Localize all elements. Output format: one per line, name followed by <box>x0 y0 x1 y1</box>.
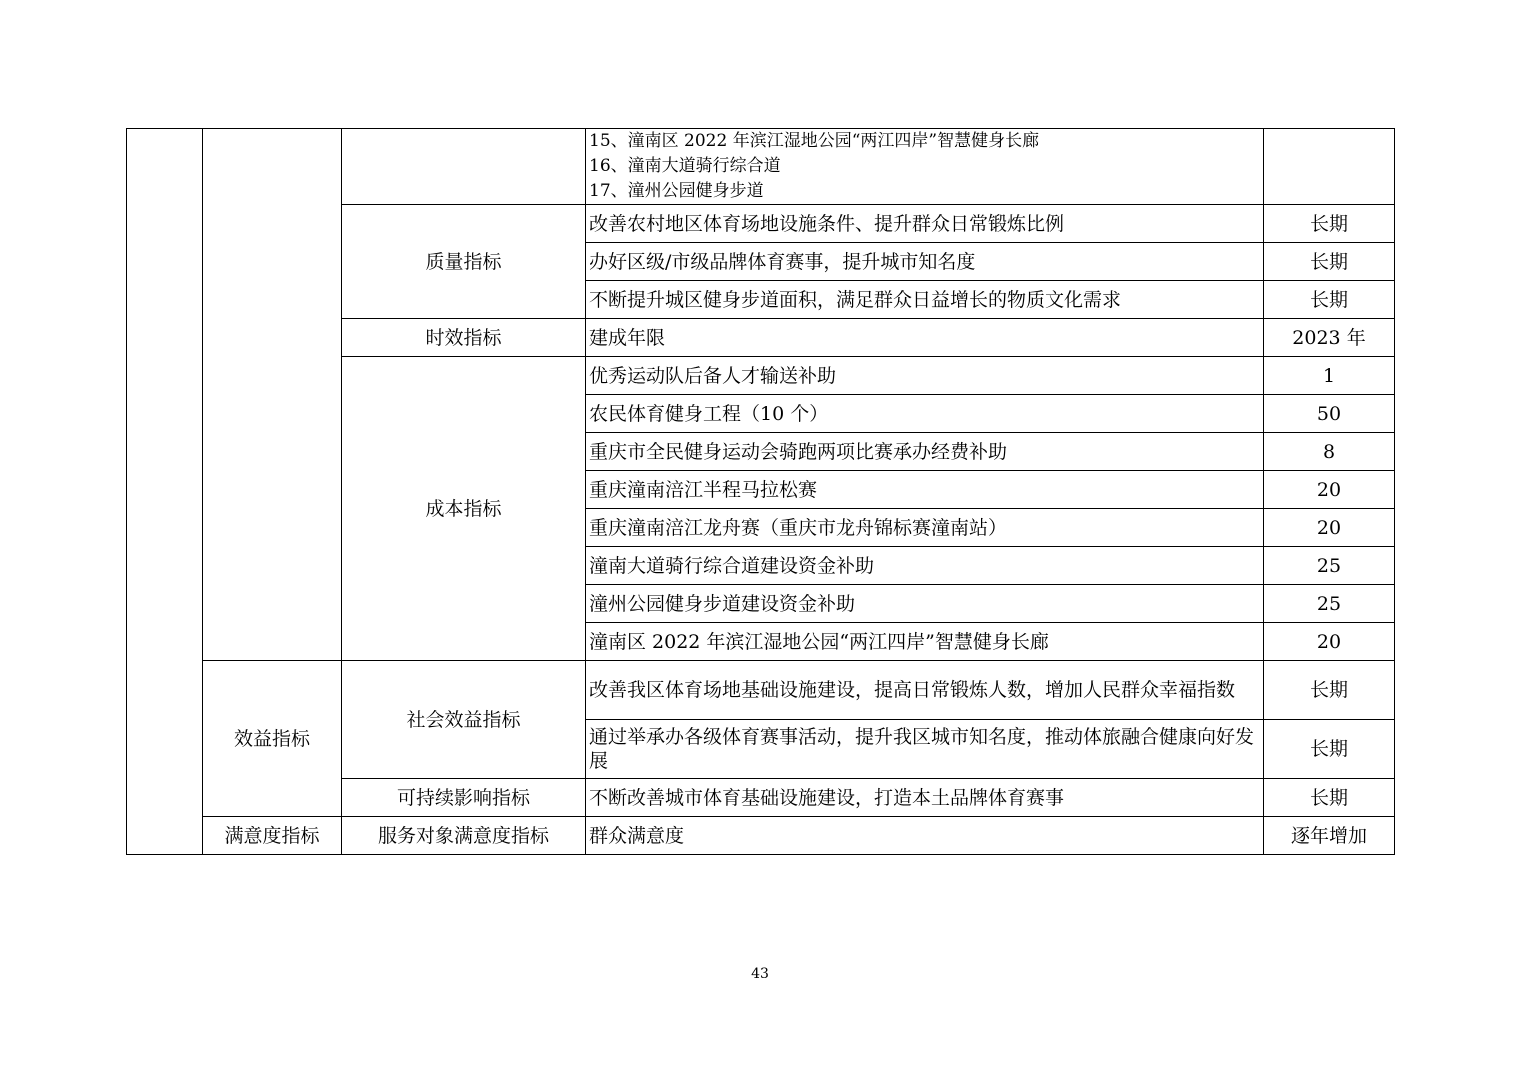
indicator-content-cell: 改善农村地区体育场地设施条件、提升群众日常锻炼比例 <box>586 205 1264 243</box>
list-item: 16、潼南大道骑行综合道 <box>589 156 781 176</box>
indicator-value-cell: 50 <box>1264 395 1395 433</box>
indicator-content-cell: 重庆市全民健身运动会骑跑两项比赛承办经费补助 <box>586 433 1264 471</box>
indicator-value-cell: 20 <box>1264 471 1395 509</box>
indicator-value-cell: 长期 <box>1264 661 1395 720</box>
indicator-value-cell: 长期 <box>1264 779 1395 817</box>
list-item: 17、潼州公园健身步道 <box>589 181 764 201</box>
social-benefit-indicator-label: 社会效益指标 <box>342 661 586 779</box>
indicator-content-cell: 优秀运动队后备人才输送补助 <box>586 357 1264 395</box>
table-row <box>127 661 1395 720</box>
indicator-value-cell: 1 <box>1264 357 1395 395</box>
indicator-content-cell: 重庆潼南涪江龙舟赛（重庆市龙舟锦标赛潼南站） <box>586 509 1264 547</box>
sustainable-impact-indicator-label: 可持续影响指标 <box>342 779 586 817</box>
indicator-content-cell: 农民体育健身工程（10 个） <box>586 395 1264 433</box>
indicator-content-cell: 不断改善城市体育基础设施建设，打造本土品牌体育赛事 <box>586 779 1264 817</box>
performance-indicator-table <box>126 128 1395 855</box>
cost-indicator-label: 成本指标 <box>342 357 586 661</box>
indicator-value-cell: 逐年增加 <box>1264 817 1395 855</box>
indicator-content-cell: 不断提升城区健身步道面积，满足群众日益增长的物质文化需求 <box>586 281 1264 319</box>
indicator-value-cell: 长期 <box>1264 205 1395 243</box>
indicator-value-cell <box>1264 129 1395 205</box>
indicator-value-cell: 2023 年 <box>1264 319 1395 357</box>
indicator-value-cell: 25 <box>1264 585 1395 623</box>
third-level-indicator-cell <box>342 129 586 205</box>
first-level-indicator-cell <box>127 129 203 855</box>
quality-indicator-label: 质量指标 <box>342 205 586 319</box>
indicator-value-cell: 20 <box>1264 509 1395 547</box>
indicator-value-cell: 长期 <box>1264 281 1395 319</box>
list-item: 15、潼南区 2022 年滨江湿地公园“两江四岸”智慧健身长廊 <box>589 131 1040 151</box>
second-level-indicator-cell <box>203 129 342 661</box>
indicator-content-cell: 群众满意度 <box>586 817 1264 855</box>
indicator-content-cell: 潼南区 2022 年滨江湿地公园“两江四岸”智慧健身长廊 <box>586 623 1264 661</box>
table-row <box>127 129 1395 205</box>
service-satisfaction-indicator-label: 服务对象满意度指标 <box>342 817 586 855</box>
satisfaction-indicator-label: 满意度指标 <box>203 817 342 855</box>
indicator-value-cell: 长期 <box>1264 243 1395 281</box>
indicator-content-cell: 潼州公园健身步道建设资金补助 <box>586 585 1264 623</box>
indicator-value-cell: 8 <box>1264 433 1395 471</box>
indicator-content-cell: 通过举承办各级体育赛事活动，提升我区城市知名度，推动体旅融合健康向好发展 <box>586 720 1264 779</box>
page-number: 43 <box>751 966 769 982</box>
indicator-content-cell <box>586 129 1264 205</box>
indicator-content-cell: 潼南大道骑行综合道建设资金补助 <box>586 547 1264 585</box>
indicator-content-cell: 重庆潼南涪江半程马拉松赛 <box>586 471 1264 509</box>
indicator-value-cell: 长期 <box>1264 720 1395 779</box>
indicator-value-cell: 20 <box>1264 623 1395 661</box>
indicator-content-cell: 建成年限 <box>586 319 1264 357</box>
table-row <box>127 817 1395 855</box>
indicator-value-cell: 25 <box>1264 547 1395 585</box>
benefit-indicator-label: 效益指标 <box>203 661 342 817</box>
indicator-content-cell: 改善我区体育场地基础设施建设，提高日常锻炼人数，增加人民群众幸福指数 <box>586 661 1264 720</box>
indicator-content-cell: 办好区级/市级品牌体育赛事，提升城市知名度 <box>586 243 1264 281</box>
timeliness-indicator-label: 时效指标 <box>342 319 586 357</box>
